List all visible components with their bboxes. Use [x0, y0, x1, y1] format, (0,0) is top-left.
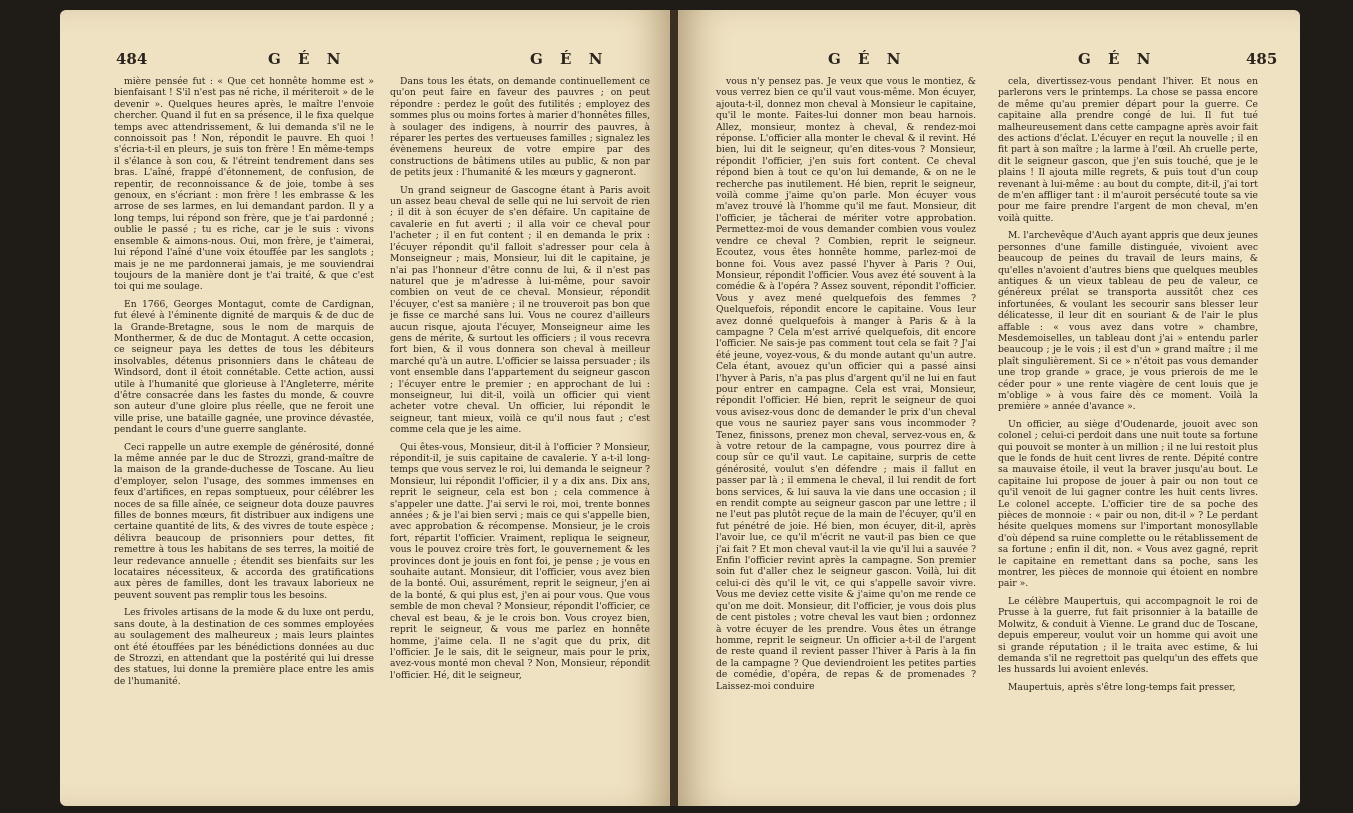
paragraph: En 1766, Georges Montagut, comte de Cardignan, fut élevé à l'éminente dignité de marquis & de duc de la Grande-Bretagne, sous le nom de marquis de Monthermer, & de duc de Montagut. A cette occasion, ce seigneur paya les dettes de tous les débiteurs insolvables, détenus prisonniers dans le château de Windsord, dont il étoit connétable. Cette action, aussi utile à l'humanité que glorieuse à l'Angleterre, mérite d'être consacrée dans les fastes du monde, & couvre son auteur d'une gloire plus réelle, que ne feroit une ville prise, une bataille gagnée, une province dévastée, pendant le cours d'une guerre sanglante. — [114, 298, 374, 436]
right-page — [678, 10, 1300, 806]
left-running-head-2: G É N — [530, 50, 609, 68]
left-running-head-1: G É N — [268, 50, 347, 68]
paragraph: Maupertuis, après s'être long-temps fait presser, — [1008, 681, 1236, 693]
paragraph: mière pensée fut : « Que cet honnête homme est » bienfaisant ! S'il n'est pas né riche, il mériteroit » de le devenir ». Quelques heures après, le maître l'envoie chercher. Quand il fut en sa présence, il le fixa quelque temps avec attendrissement, & lui demanda s'il ne le connoissoit pas ! Non, répondit le pauvre. Eh quoi ! s'écria-t-il en pleurs, je suis ton frère ! En même-temps il s'élance à son cou, & l'étreint tendrement dans ses bras. L'aîné, frappé d'étonnement, de confusion, de repentir, de reconnoissance & de joie, tombe à ses genoux, en s'écriant : mon frère ! les embrasse & les arrose de ses larmes, en lui demandant pardon. Il y a long temps, lui répond son frère, que je t'ai pardonné ; oublie le passé ; tu es riche, car je le suis : vivons ensemble & aimons-nous. Oui, mon frère, je t'aimerai, lui répond l'aîné d'une voix étouffée par les sanglots ; mais je ne me pardonnerai jamais, je me souviendrai toujours de la manière dont je t'ai traité, & que c'est toi qui me soulage. — [114, 76, 374, 293]
left-column-1 — [114, 76, 374, 796]
right-page-number: 485 — [1246, 50, 1278, 68]
left-page-number: 484 — [116, 50, 148, 68]
left-column-2 — [390, 76, 650, 796]
paragraph: Dans tous les états, on demande continuellement ce qu'on peut faire en faveur des pauvres ; on peut répondre : perdez le goût des futilités ; employez des sommes plus ou moins fortes à marier d'honnêtes filles, à soulager des indigens, à nourrir des pauvres, à réparer les pertes des vertueuses familles ; signalez les évènemens heureux de votre empire par des constructions de bâtimens utiles au public, & non par de petits jeux : l'humanité & les mœurs y gagneront. — [390, 76, 650, 179]
paragraph: cela, divertissez-vous pendant l'hiver. Et nous en parlerons vers le printemps. La chose se passa encore de même qu'au premier départ pour la guerre. Ce capitaine alla prendre congé de lui. Il fut tué malheureusement dans cette campagne après avoir fait des actions d'éclat. L'écuyer en reçut la nouvelle ; il en fit part à son maître ; la larme à l'œil. Ah cruelle perte, dit le seigneur gascon, que j'en suis touché, que je le plains ! Il ajouta mille regrets, & puis tout d'un coup revenant à lui-même : au bout du compte, dit-il, j'ai tort de m'en affliger tant : il m'auroit persécuté toute sa vie pour me faire prendre l'argent de mon cheval, m'en voilà quitte. — [998, 76, 1258, 224]
right-running-head-2: G É N — [1078, 50, 1157, 68]
open-book — [60, 10, 1300, 810]
paragraph: Les frivoles artisans de la mode & du luxe ont perdu, sans doute, à la destination de ces sommes employées au soulagement des malheureux ; mais leurs plaintes ont été étouffées par les bénédictions données au duc de Strozzi, en attendant que la postérité qui lui dresse des statues, lui donne la première place entre les amis de l'humanité. — [114, 607, 374, 687]
paragraph: Qui êtes-vous, Monsieur, dit-il à l'officier ? Monsieur, répondit-il, je suis capitaine de cavalerie. Y a-t-il long-temps que vous servez le roi, lui demanda le seigneur ? Monsieur, lui répondit l'officier, il y a dix ans. Dix ans, reprit le seigneur, cela est bon ; cela commence à s'appeler une datte. J'ai servi le roi, moi, trente bonnes années ; & je l'ai bien servi ; mais ce qui s'appelle bien, avec approbation & récompense. Monsieur, je le crois fort, répartit l'officier. Vraiment, repliqua le seigneur, vous le pouvez croire très fort, le gouvernement & les provinces dont je jouis en font foi, je pense ; je vous en souhaite autant. Monsieur, dit l'officier, vous avez bien de la bonté. Oui, assurément, reprit le seigneur, j'en ai de la bonté, & qui plus est, j'en ai pour vous. Que vous semble de mon cheval ? Monsieur, répondit l'officier, ce cheval est beau, & je le crois bon. Vous croyez bien, reprit le seigneur, & vous me parlez en honnête homme, j'aime cela. Il ne s'agit que du prix, dit l'officier. Je le sais, dit le seigneur, mais pour le prix, avez-vous monté mon cheval ? Non, Monsieur, répondit l'officier. Hé, dit le seigneur, — [390, 441, 650, 681]
paragraph: Le célèbre Maupertuis, qui accompagnoit le roi de Prusse à la guerre, fut fait prisonnier à la bataille de Molwitz, & conduit à Vienne. Le grand duc de Toscane, depuis empereur, voulut voir un homme qui avoit une si grande réputation ; il le traita avec estime, & lui demanda s'il ne regrettoit pas quelqu'un des effets que les hussards lui avoient enlevés. — [998, 595, 1258, 676]
paragraph: vous n'y pensez pas. Je veux que vous le montiez, & vous verrez bien ce qu'il vaut vous-même. Mon écuyer, ajouta-t-il, donnez mon cheval à Monsieur le capitaine, qu'il le monte. Faites-lui donner mon beau harnois. Allez, monsieur, montez à cheval, & rendez-moi réponse. L'officier alla monter le cheval & il revint. Hé bien, lui dit le seigneur, qu'en dites-vous ? Monsieur, répondit l'officier, j'en suis fort content. Ce cheval répond bien à tout ce qu'on lui demande, & on ne le recherche pas inutilement. Hé bien, reprit le seigneur, voilà comme j'aime qu'on parle. Mon écuyer vous m'avez trouvé là l'homme qu'il me faut. Monsieur, dit l'officier, je tâcherai de mériter votre approbation. Permettez-moi de vous demander combien vous voulez vendre ce cheval ? Combien, reprit le seigneur. Ecoutez, vous êtes honnête homme, parlez-moi de bonne foi. Vous avez passé l'hyver à Paris ? Oui, Monsieur, répondit l'officier. Vous avez été souvent à la comédie & à l'opéra ? Assez souvent, répondit l'officier. Vous y avez mené quelquefois des femmes ? Quelquefois, répondit encore le capitaine. Vous leur avez donné quelquefois à manger à Paris & à la campagne ? Cela m'est arrivé quelquefois, dit encore l'officier. Ne sais-je pas comment tout cela se fait ? J'ai été jeune, voyez-vous, & du monde autant qu'un autre. Cela étant, avouez qu'un officier qui a passé ainsi l'hyver à Paris, n'a pas plus d'argent qu'il ne lui en faut pour entrer en campagne. Cela est vrai, Monsieur, répondit l'officier. Hé bien, reprit le seigneur de quoi vous avisez-vous donc de demander le prix d'un cheval que vous ne sauriez payer sans vous incommoder ? Tenez, finissons, prenez mon cheval, servez-vous en, & à votre retour de la campagne, vous pourrez dire à coup sûr ce qu'il vaut. Le capitaine, surpris de cette générosité, voulut s'en défendre ; mais il fallut en passer par là ; il emmena le cheval, il lui rendit de fort bons services, & lui sauva la vie dans une occasion ; il en rendit compte au seigneur gascon par une lettre ; il ne l'eut pas plutôt reçue de la main de l'écuyer, qu'il en fut pénétré de joie. Hé bien, mon écuyer, dit-il, après l'avoir lue, ce qu'il m'écrit ne vaut-il pas bien ce que j'ai fait ? Et mon cheval vaut-il la vie qu'il lui a sauvée ? Enfin l'officier revint après la campagne. Son premier soin fut d'aller chez le seigneur gascon. Voilà, lui dit celui-ci dès qu'il le vit, ce qui s'appelle savoir vivre. Vous me deviez cette visite & j'aime qu'on me rende ce qu'on me doit. Monsieur, dit l'officier, je vous dois plus de cent pistoles ; votre cheval les vaut bien ; ordonnez à votre écuyer de les prendre. Vous êtes un étrange homme, reprit le seigneur. Un officier a-t-il de l'argent de reste quand il revient passer l'hiver à Paris à la fin de la campagne ? Que deviendroient les petites parties de comédie, d'opéra, de repas & de promenades ? Laissez-moi conduire — [716, 76, 976, 692]
right-column-2 — [998, 76, 1258, 796]
paragraph: Ceci rappelle un autre exemple de générosité, donné la même année par le duc de Strozzi, grand-maître de la maison de la grande-duchesse de Toscane. Au lieu d'employer, selon l'usage, des sommes immenses en feux d'artifices, en repas somptueux, pour célébrer les noces de sa fille aînée, ce seigneur dota douze pauvres filles de bonnes mœurs, fit distribuer aux indigens une certaine quantité de lits, & des vivres de toute espèce ; délivra beaucoup de prisonniers pour dettes, fit remettre à tous les habitans de ses terres, la moitié de leur redevance annuelle ; étendit ses bienfaits sur les locataires nécessiteux, & accorda des gratifications aux pères de familles, dont les travaux laborieux ne peuvent souvent pas remplir tous les besoins. — [114, 441, 374, 601]
left-page — [60, 10, 672, 806]
right-running-head-1: G É N — [828, 50, 907, 68]
right-column-1 — [716, 76, 976, 796]
paragraph: Un grand seigneur de Gascogne étant à Paris avoit un assez beau cheval de selle qui ne lui servoit de rien ; il dit à son écuyer de s'en défaire. Un capitaine de cavalerie en fut averti ; il alla voir ce cheval pour l'acheter ; il en fut content ; il en demanda le prix : l'écuyer répondit qu'il falloit s'adresser pour cela à Monseigneur ; mais, Monsieur, lui dit le capitaine, je n'ai pas l'honneur d'être connu de lui, & il n'est pas naturel que je m'adresse à lui-même, pour savoir combien on veut de ce cheval. Monsieur, répondit l'écuyer, c'est sa manière ; il ne trouveroit pas bon que je fisse ce marché sans lui. Vous ne courez d'ailleurs aucun risque, ajouta l'écuyer, Monseigneur aime les gens de mérite, & surtout les officiers ; il vous recevra fort bien, & il vous donnera son cheval à meilleur marché qu'à un autre. L'officier se laissa persuader ; ils vont ensemble dans l'appartement du seigneur gascon ; l'écuyer entre le premier ; en approchant de lui : monseigneur, lui dit-il, voilà un officier qui vient acheter votre cheval. Un officier, lui répondit le seigneur, tant mieux, voilà ce qu'il nous faut ; c'est comme cela que je les aime. — [390, 184, 650, 436]
paragraph: M. l'archevêque d'Auch ayant appris que deux jeunes personnes d'une famille distinguée, vivoient avec beaucoup de peines du travail de leurs mains, & qu'elles n'avoient d'autres biens que quelques meubles antiques & un vieux tableau de peu de valeur, ce généreux prélat se transporta aussitôt chez ces infortunées, & voulant les secourir sans blesser leur délicatesse, il leur dit en souriant & de l'air le plus affable : « vous avez dans votre » chambre, Mesdemoiselles, un tableau dont j'ai » entendu parler beaucoup ; je le vois ; il est d'un » grand maître ; il me plaît singulièrement. Si ce » n'étoit pas vous demander une trop grande » grace, je vous prierois de me le céder pour » une rente viagère de cent louis que je m'oblige » à vous faire dès ce moment. Voilà la première » année d'avance ». — [998, 230, 1258, 413]
paragraph: Un officier, au siège d'Oudenarde, jouoit avec son colonel ; celui-ci perdoit dans une nuit toute sa fortune qui pouvoit se monter à un million ; il ne lui restoit plus que le fonds de huit cent livres de rente. Dépité contre sa mauvaise étoile, il veut la braver jusqu'au bout. Le capitaine lui propose de jouer à pair ou non tout ce qu'il venoit de lui gagner contre les huit cents livres. Le colonel accepte. L'officier tire de sa poche des pièces de monnoie : « pair ou non, dit-il » ? Le perdant hésite quelques momens sur l'important monosyllable d'où dépend sa ruine complette ou le rétablissement de sa fortune ; enfin il dit, non. « Vous avez gagné, reprit le capitaine en remettant dans sa poche, sans les montrer, les pièces de monnoie qui étoient en nombre pair ». — [998, 418, 1258, 590]
